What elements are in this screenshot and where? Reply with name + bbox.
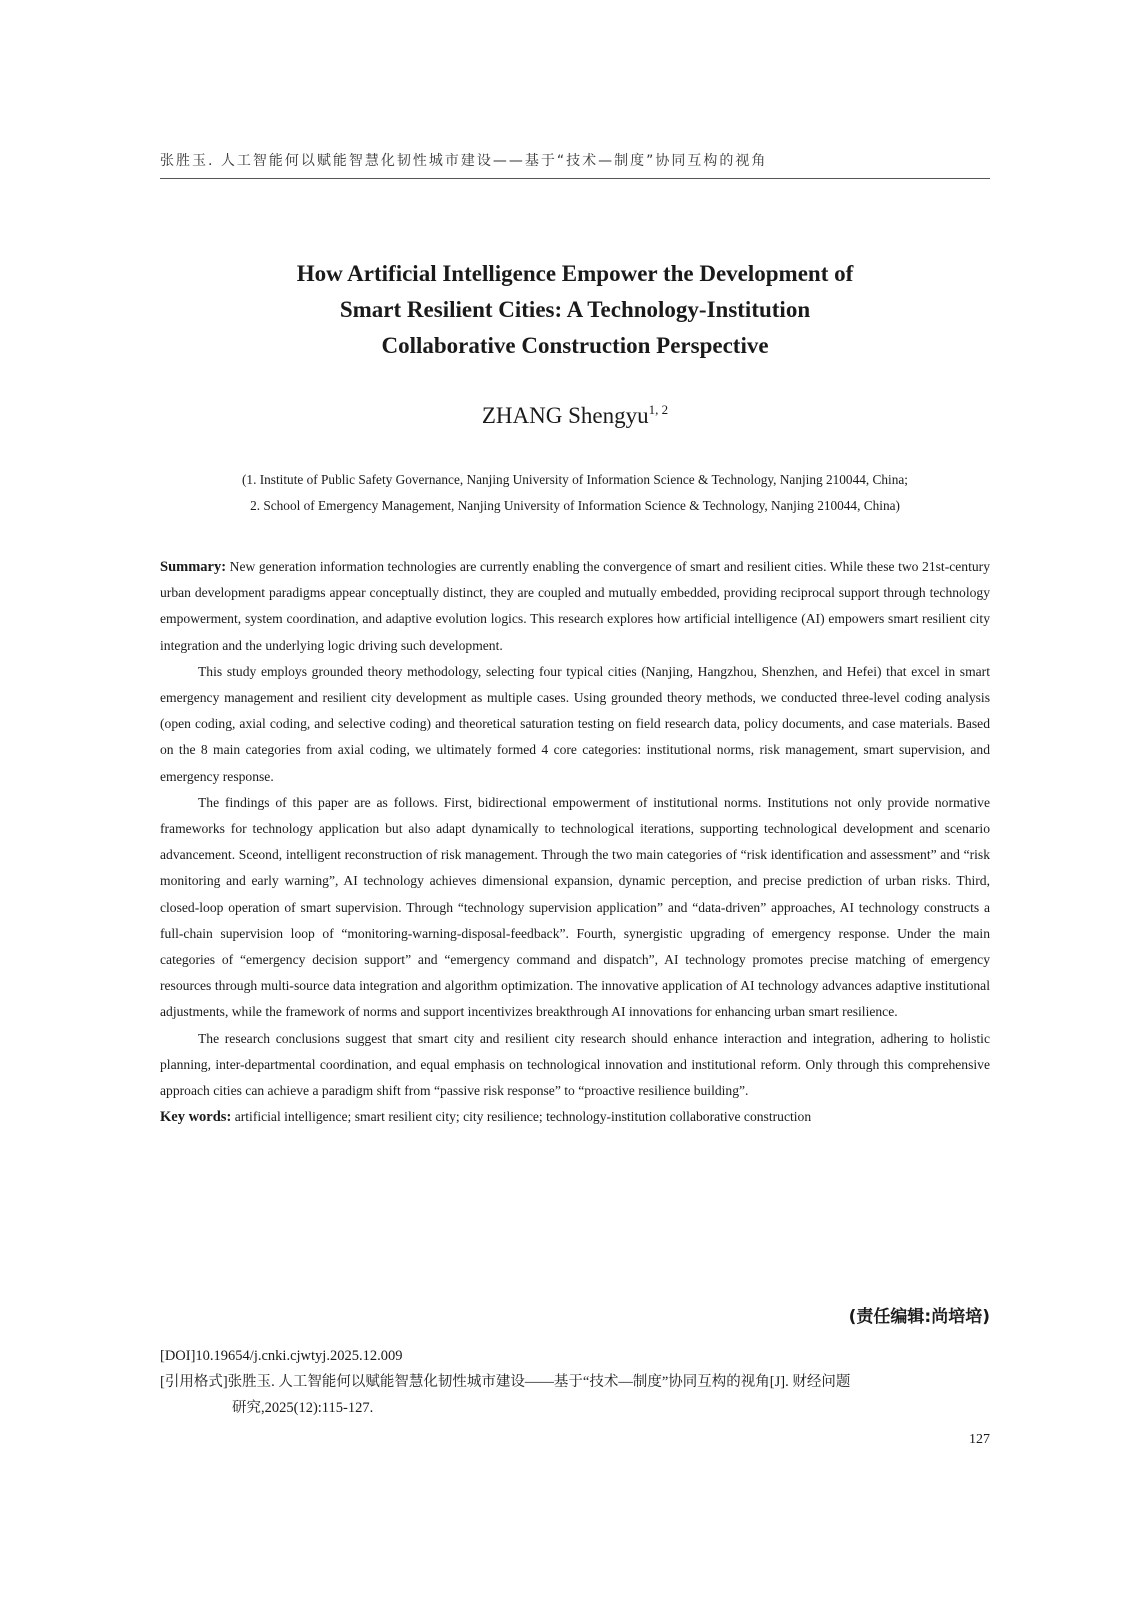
keywords-label: Key words: [160,1109,232,1126]
abstract [160,554,990,1130]
running-header: 张胜玉. 人工智能何以赋能智慧化韧性城市建设——基于“技术—制度”协同互构的视角 [160,150,990,179]
summary-label: Summary: [160,559,227,575]
author-name: ZHANG Shengyu [481,403,649,428]
title-line-3: Collaborative Construction Perspective [381,333,769,358]
title-line-1: How Artificial Intelligence Empower the Development of [296,261,854,286]
paper-title [160,256,990,364]
author [160,402,990,429]
author-affiliation-marks: 1, 2 [648,402,669,417]
responsible-editor: (责任编辑:尚培培) [848,1307,990,1327]
summary-paragraph-2: This study employs grounded theory methodology, selecting four typical cities (Nanjing, Hangzhou, Shenzhen, and Hefei) that excel in smart emergency management and resilient city development as multiple cases. Using grounded theory methods, we conducted three-level coding analysis (open coding, axial coding, and selective coding) and theoretical saturation testing on field research data, policy documents, and case materials. Based on the 8 main categories from axial coding, we ultimately formed 4 core categories: institutional norms, risk management, smart supervision, and emergency response. [160,663,990,784]
summary-paragraph-3: The findings of this paper are as follows. First, bidirectional empowerment of institutional norms. Institutions not only provide normative frameworks for technology application but also adapt dynamically to technological iterations, supporting technological development and scenario advancement. Sceond, intelligent reconstruction of risk management. Through the two main categories of “risk identification and assessment” and “risk monitoring and early warning”, AI technology achieves dimensional expansion, dynamic perception, and precise prediction of urban risks. Third, closed-loop operation of smart supervision. Through “technology supervision application” and “data-driven” approaches, AI technology constructs a full-chain supervision loop of “monitoring-warning-disposal-feedback”. Fourth, synergistic upgrading of emergency response. Under the main categories of “emergency decision support” and “emergency command and dispatch”, AI technology promotes precise matching of emergency resources through multi-source data integration and algorithm optimization. The innovative application of AI technology advances adaptive institutional adjustments, while the framework of norms and support incentivizes breakthrough AI innovations for enhancing urban smart resilience. [160,794,990,1020]
title-line-2: Smart Resilient Cities: A Technology-Institution [339,297,811,322]
keywords-text: artificial intelligence; smart resilient city; city resilience; technology-institution collaborative construction [234,1109,812,1125]
citation-format: [引用格式]张胜玉. 人工智能何以赋能智慧化韧性城市建设——基于“技术—制度”协同互构的视角[J]. 财经问题 [160,1374,851,1390]
affiliation-1: (1. Institute of Public Safety Governance, Nanjing University of Information Science & Technology, Nanjing 210044, China; [242,472,908,487]
affiliations [160,467,990,519]
reference-info [160,1343,990,1421]
affiliation-2: 2. School of Emergency Management, Nanjing University of Information Science & Technology, Nanjing 210044, China) [250,498,900,513]
keywords [160,1104,990,1130]
citation-format-cont: 研究,2025(12):115-127. [232,1400,374,1416]
doi: [DOI]10.19654/j.cnki.cjwtyj.2025.12.009 [160,1348,403,1364]
page-number: 127 [969,1432,990,1447]
summary-paragraph-4: The research conclusions suggest that smart city and resilient city research should enhance interaction and integration, adhering to holistic planning, inter-departmental coordination, and equal emphasis on technological innovation and institutional reform. Only through this comprehensive approach cities can achieve a paradigm shift from “passive risk response” to “proactive resilience building”. [160,1030,990,1099]
summary-text-1: New generation information technologies are currently enabling the convergence of smart and resilient cities. While these two 21st-century urban development paradigms appear conceptually distinct, they are coupled and mutually embedded, providing reciprocal support through technology empowerment, system coordination, and adaptive evolution logics. This research explores how artificial intelligence (AI) empowers smart resilient city integration and the underlying logic driving such development. [160,559,990,653]
summary-paragraph-1 [160,554,990,659]
